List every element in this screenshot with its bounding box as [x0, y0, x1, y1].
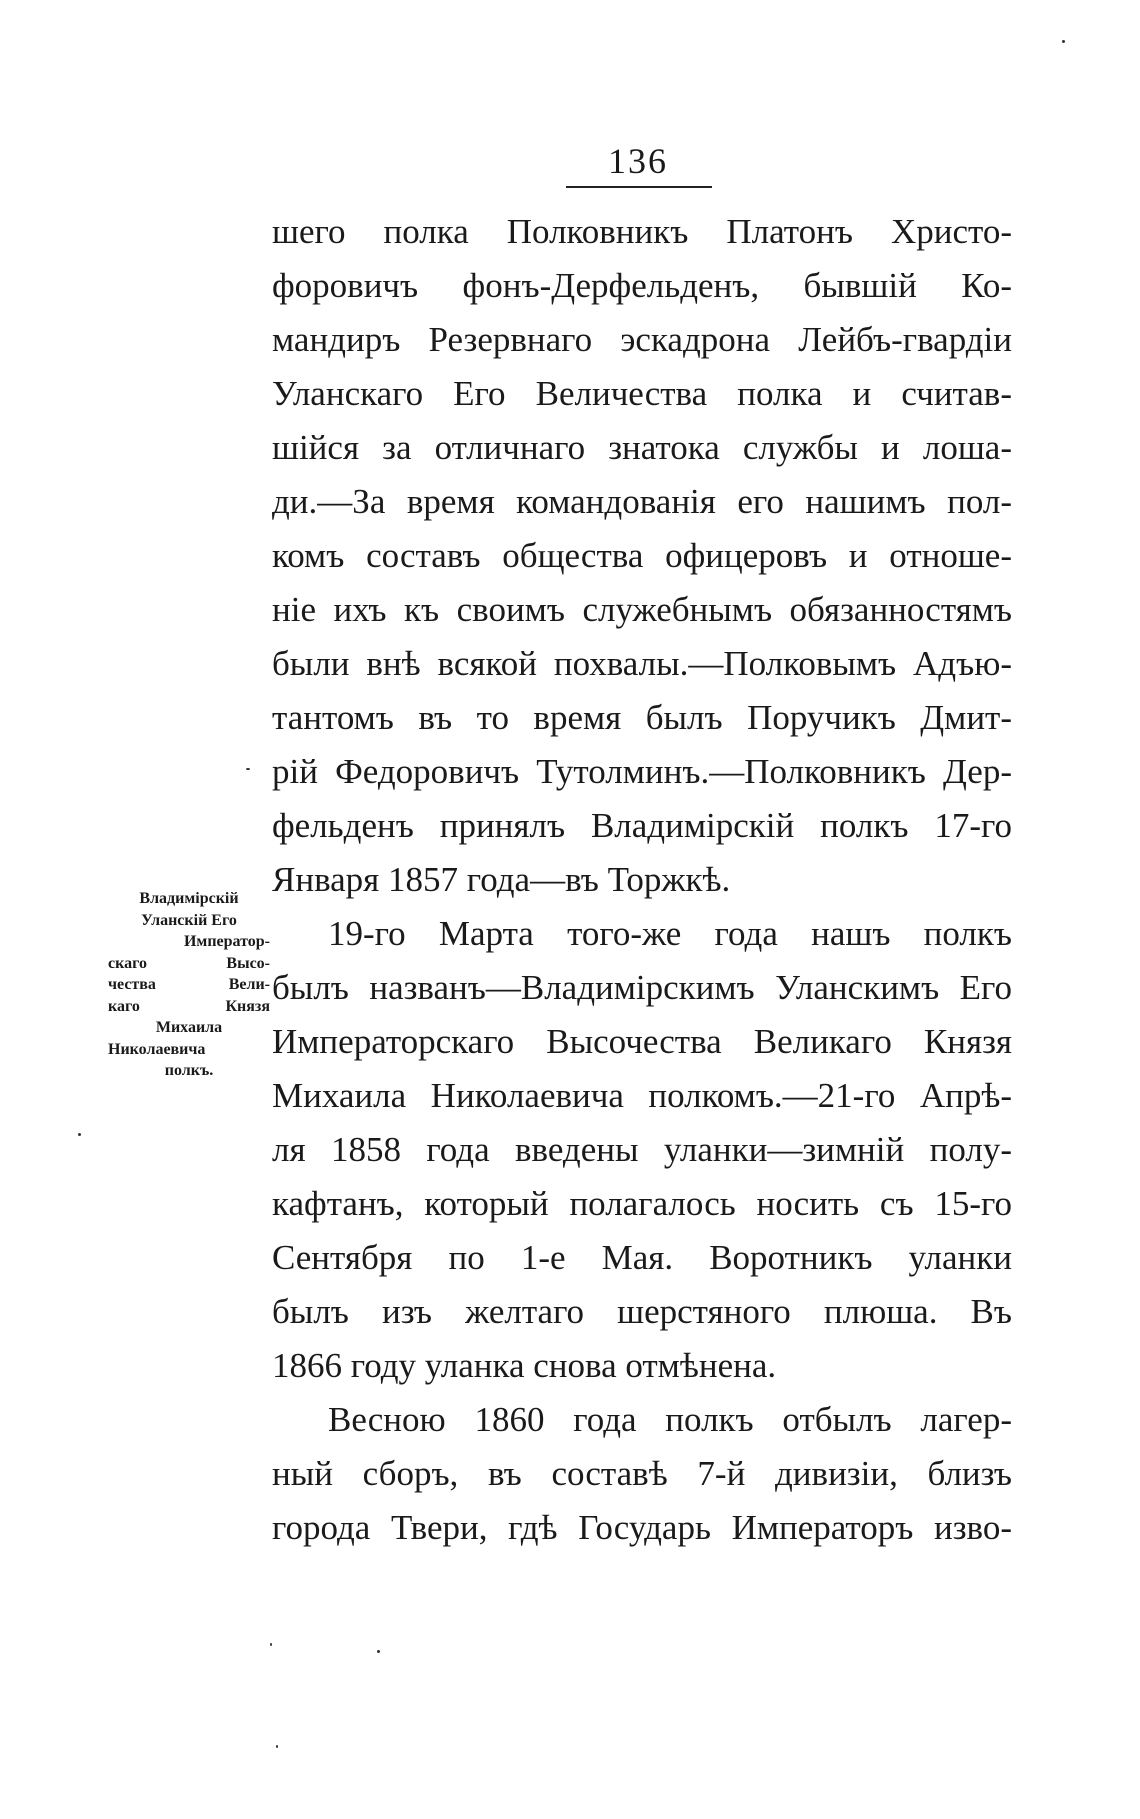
text-line: Уланскаго Его Величества полка и считав-	[272, 374, 1012, 413]
page-number-rule	[566, 186, 712, 188]
text-line: Императорскаго Высочества Великаго Князя	[272, 1022, 1012, 1061]
print-speck	[1062, 40, 1065, 43]
text-line: были внѣ всякой похвалы.—Полковымъ Адъю-	[272, 644, 1012, 683]
margin-note-line: чества Вели-	[108, 976, 270, 993]
text-line: ный сборъ, въ составѣ 7-й дивизіи, близъ	[272, 1454, 1012, 1493]
text-line: кафтанъ, который полагалось носить съ 15-го	[272, 1184, 1012, 1223]
text-line: 19-го Марта того-же года нашъ полкъ	[328, 914, 1012, 953]
text-line: Михаила Николаевича полкомъ.—21-го Апрѣ-	[272, 1076, 1012, 1115]
text-line: ніе ихъ къ своимъ служебнымъ обязанностямъ	[272, 590, 1012, 629]
margin-note-line: скаго Высо-	[108, 954, 270, 972]
margin-note-line: Император-	[183, 933, 270, 950]
print-speck	[246, 768, 250, 770]
text-line: былъ изъ желтаго шерстяного плюша. Въ	[272, 1292, 1012, 1331]
text-line: 1866 году уланка снова отмѣнена.	[272, 1346, 777, 1385]
text-line: былъ названъ—Владимірскимъ Уланскимъ Его	[272, 968, 1012, 1007]
text-line: шійся за отличнаго знатока службы и лоша-	[272, 428, 1012, 467]
text-line: форовичъ фонъ-Дерфельденъ, бывшій Ко-	[272, 266, 1012, 305]
margin-note-line: Михаила	[155, 1019, 223, 1036]
margin-note-line: Николаевича	[108, 1040, 206, 1058]
print-speck	[270, 1643, 272, 1646]
margin-note-line: Уланскій Его	[141, 911, 237, 929]
text-line: фельденъ принялъ Владимірскій полкъ 17-го	[272, 806, 1012, 845]
page-number: 136	[608, 141, 668, 181]
text-line: тантомъ въ то время былъ Поручикъ Дмит-	[272, 698, 1012, 737]
margin-note	[108, 888, 270, 1082]
text-line: Весною 1860 года полкъ отбылъ лагер-	[328, 1400, 1012, 1439]
text-line: города Твери, гдѣ Государь Императоръ изво-	[272, 1508, 1012, 1547]
margin-note-line: полкъ.	[164, 1062, 214, 1079]
margin-note-line: Владимірскій	[139, 890, 239, 907]
print-speck	[276, 1745, 278, 1748]
print-speck	[377, 1650, 380, 1653]
print-speck	[78, 1133, 81, 1136]
text-line: Января 1857 года—въ Торжкѣ.	[272, 860, 731, 899]
text-line: шего полка Полковникъ Платонъ Христо-	[272, 212, 1012, 251]
margin-note-line: каго Князя	[108, 997, 270, 1015]
text-line: рій Федоровичъ Тутолминъ.—Полковникъ Дер-	[272, 752, 1012, 791]
text-line: комъ составъ общества офицеровъ и отноше-	[272, 536, 1012, 575]
text-line: ля 1858 года введены уланки—зимній полу-	[272, 1130, 1012, 1169]
text-line: ди.—За время командованія его нашимъ пол-	[272, 482, 1012, 521]
text-line: Сентября по 1-е Мая. Воротникъ уланки	[272, 1238, 1012, 1277]
text-line: мандиръ Резервнаго эскадрона Лейбъ-гвардіи	[272, 320, 1012, 359]
